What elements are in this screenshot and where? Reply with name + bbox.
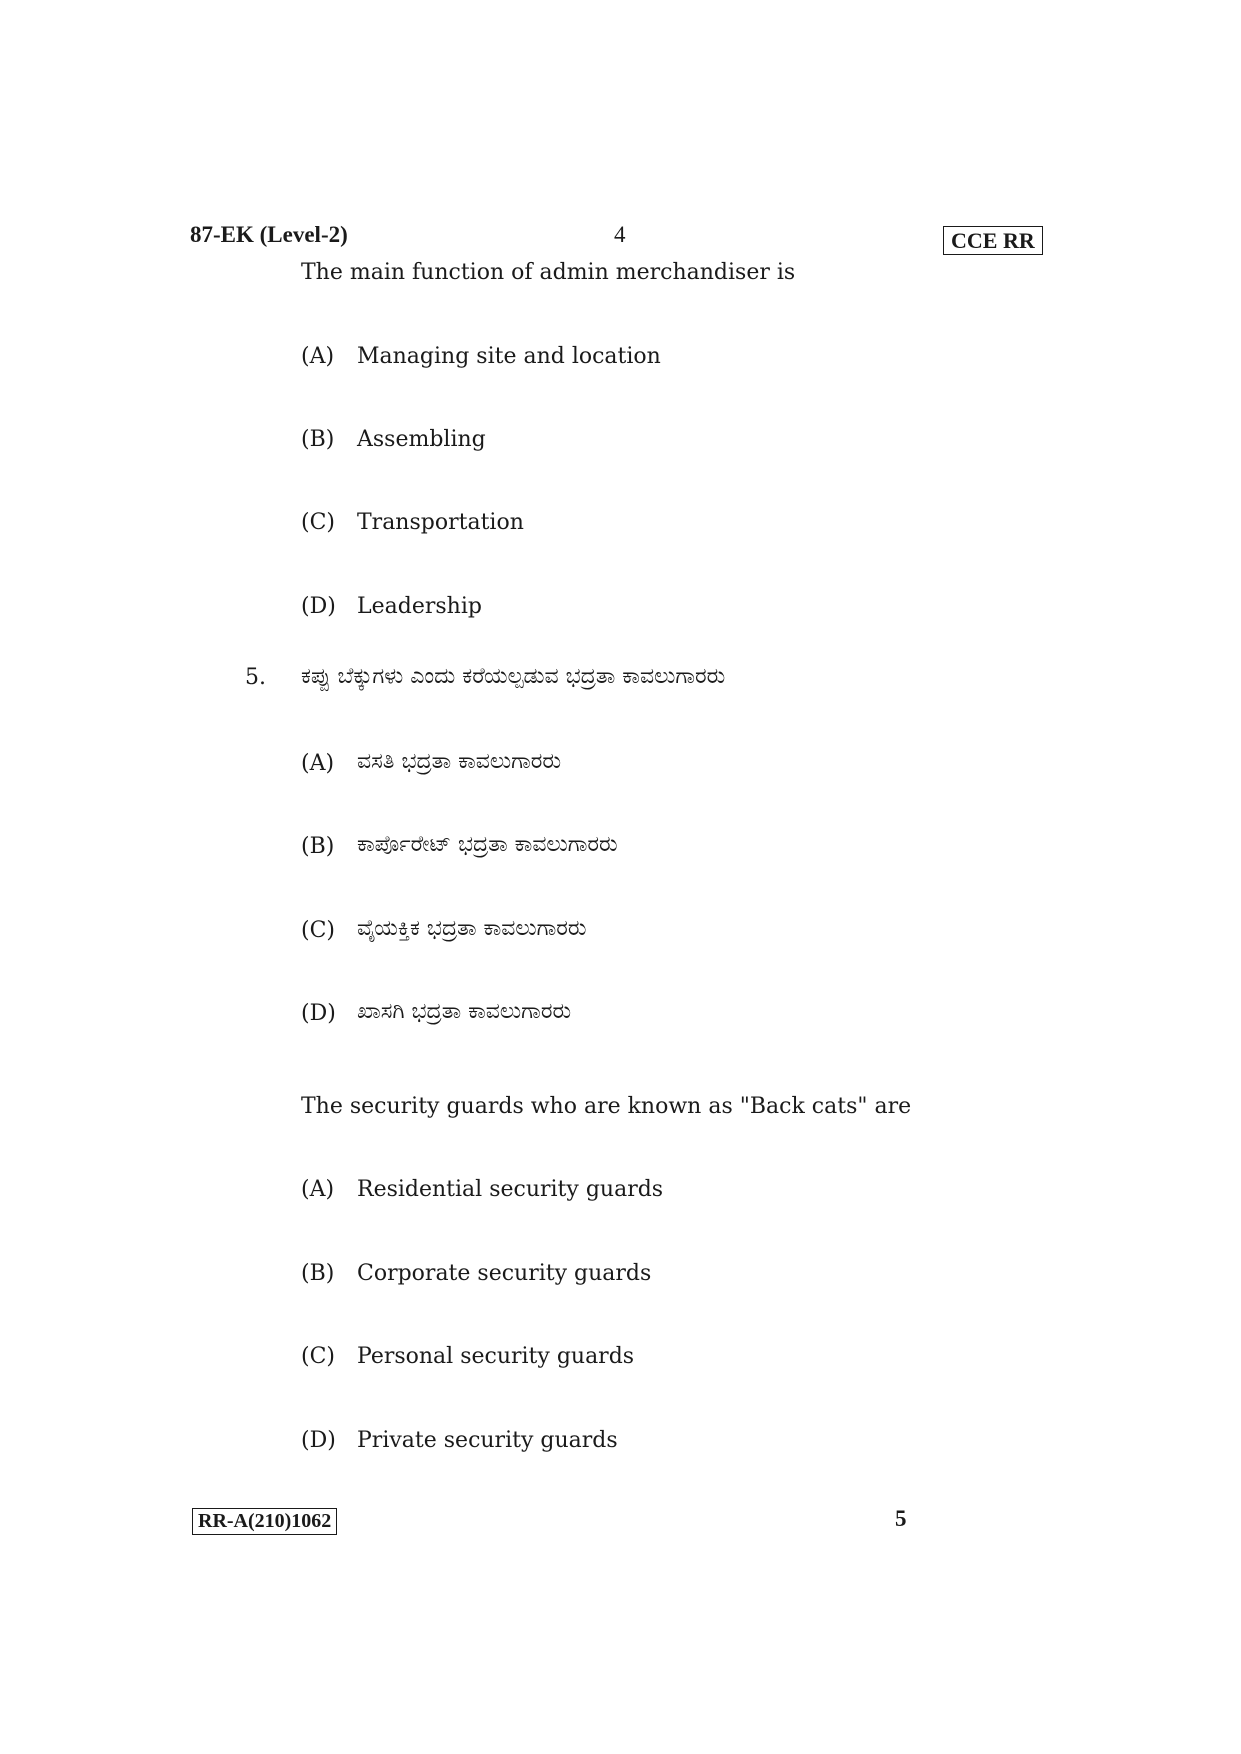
q5-kn-option-a-text: ವಸತಿ ಭದ್ರತಾ ಕಾವಲುಗಾರರು <box>357 749 562 774</box>
q4-option-a-label: (A) <box>301 344 335 369</box>
q5-en-option-b-text: Corporate security guards <box>357 1261 652 1286</box>
q5-kn-option-a-label: (A) <box>301 751 335 776</box>
question-5-number: 5. <box>245 665 266 690</box>
q5-kn-option-d-text: ಖಾಸಗಿ ಭದ್ರತಾ ಕಾವಲುಗಾರರು <box>357 999 572 1024</box>
question-5-stem-kn: ಕಪ್ಪು ಬೆಕ್ಕುಗಳು ಎಂದು ಕರೆಯಲ್ಪಡುವ ಭದ್ರತಾ ಕಾವಲುಗಾರರು <box>301 664 726 689</box>
q4-option-b-label: (B) <box>301 427 335 452</box>
paper-code: 87-EK (Level-2) <box>190 222 348 247</box>
q5-en-option-a-label: (A) <box>301 1177 335 1202</box>
q4-option-d-label: (D) <box>301 594 336 619</box>
q5-en-option-b-label: (B) <box>301 1261 335 1286</box>
q5-en-option-c-label: (C) <box>301 1344 335 1369</box>
series-badge: CCE RR <box>943 226 1043 255</box>
page-number: 4 <box>614 222 626 247</box>
q5-kn-option-c-label: (C) <box>301 918 335 943</box>
q5-kn-option-b-label: (B) <box>301 834 335 859</box>
q5-en-option-a-text: Residential security guards <box>357 1177 664 1202</box>
q4-option-c-label: (C) <box>301 510 335 535</box>
q5-kn-option-d-label: (D) <box>301 1001 336 1026</box>
question-4-stem-en: The main function of admin merchandiser is <box>301 260 796 285</box>
q5-kn-option-c-text: ವೈಯಕ್ತಿಕ ಭದ್ರತಾ ಕಾವಲುಗಾರರು <box>357 916 587 941</box>
q5-en-option-c-text: Personal security guards <box>357 1344 635 1369</box>
q4-option-b-text: Assembling <box>357 427 486 452</box>
q4-option-c-text: Transportation <box>357 510 524 535</box>
q5-kn-option-b-text: ಕಾರ್ಪೊರೇಟ್ ಭದ್ರತಾ ಕಾವಲುಗಾರರು <box>357 832 618 857</box>
q4-option-a-text: Managing site and location <box>357 344 661 369</box>
q5-en-option-d-label: (D) <box>301 1428 336 1453</box>
q4-option-d-text: Leadership <box>357 594 482 619</box>
footer-page-number: 5 <box>895 1506 907 1531</box>
question-5-stem-en: The security guards who are known as "Back cats" are <box>301 1094 912 1119</box>
q5-en-option-d-text: Private security guards <box>357 1428 618 1453</box>
footer-code-badge: RR-A(210)1062 <box>192 1508 337 1535</box>
